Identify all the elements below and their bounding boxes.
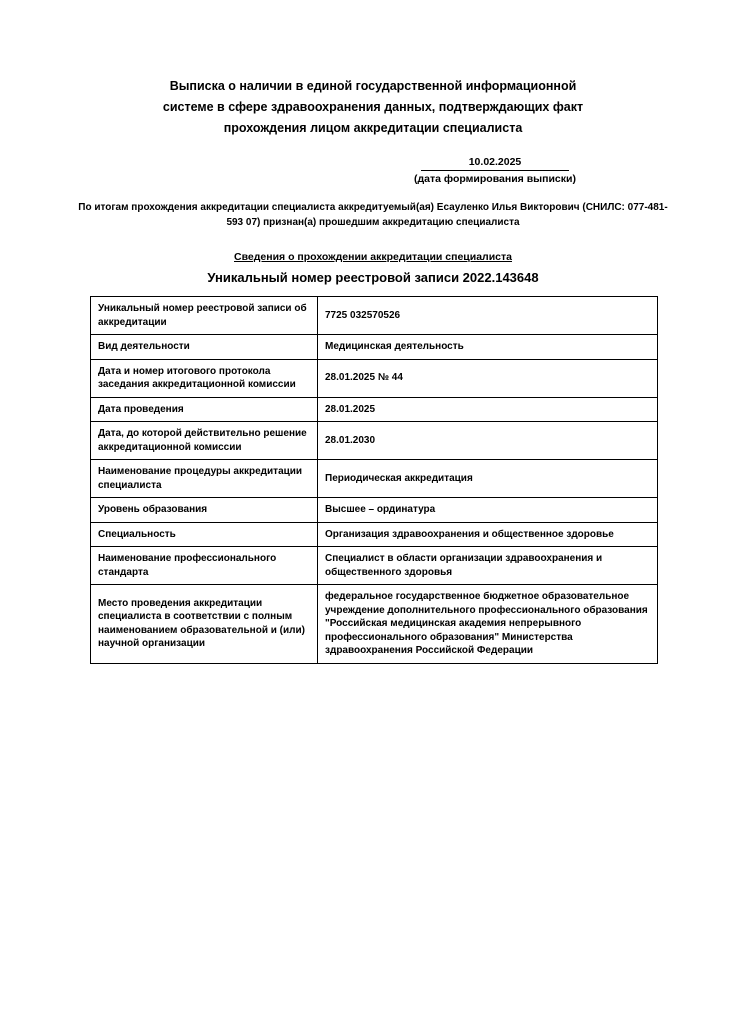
table-row (91, 498, 658, 523)
row-value-cell: 28.01.2025 (318, 397, 658, 422)
row-value-cell: 7725 032570526 (318, 297, 658, 335)
section-heading: Сведения о прохождении аккредитации специалиста (234, 251, 512, 263)
document-title-line: Выписка о наличии в единой государственной информационной (169, 79, 577, 93)
row-value-cell: Периодическая аккредитация (318, 460, 658, 498)
accreditation-table-body (91, 297, 658, 664)
row-value-cell: Специалист в области организации здравоохранения и общественного здоровья (318, 547, 658, 585)
registry-number-heading: Уникальный номер реестровой записи 2022.143648 (207, 270, 539, 285)
table-row (91, 335, 658, 360)
table-row (91, 359, 658, 397)
issue-date-block (395, 156, 595, 185)
row-label-cell: Вид деятельности (91, 335, 318, 360)
row-label-cell: Дата и номер итогового протокола заседания аккредитационной комиссии (91, 359, 318, 397)
row-label-cell: Дата, до которой действительно решение аккредитационной комиссии (91, 422, 318, 460)
row-label-cell: Дата проведения (91, 397, 318, 422)
row-label-cell: Место проведения аккредитации специалиста в соответствии с полным наименованием образовательной и (или) научной организации (91, 585, 318, 664)
table-row (91, 297, 658, 335)
row-value-cell: 28.01.2030 (318, 422, 658, 460)
issue-date-value: 10.02.2025 (421, 156, 569, 171)
document-title-line: прохождения лицом аккредитации специалиста (223, 121, 523, 135)
row-label-cell: Наименование профессионального стандарта (91, 547, 318, 585)
row-value-cell: Медицинская деятельность (318, 335, 658, 360)
row-value-cell: Высшее – ординатура (318, 498, 658, 523)
row-value-cell: 28.01.2025 № 44 (318, 359, 658, 397)
table-row (91, 585, 658, 664)
accreditation-table (90, 296, 658, 664)
intro-paragraph-line: 593 07) признан(а) прошедшим аккредитацию специалиста (226, 217, 520, 228)
row-value-cell: Организация здравоохранения и общественное здоровье (318, 522, 658, 547)
issue-date-caption: (дата формирования выписки) (414, 173, 576, 185)
table-row (91, 422, 658, 460)
intro-paragraph-line: По итогам прохождения аккредитации специалиста аккредитуемый(ая) Есауленко Илья Викторович (СНИЛС: 077-481- (78, 202, 668, 213)
intro-paragraph (0, 200, 746, 230)
table-row (91, 397, 658, 422)
row-label-cell: Наименование процедуры аккредитации специалиста (91, 460, 318, 498)
row-label-cell: Специальность (91, 522, 318, 547)
row-label-cell: Уровень образования (91, 498, 318, 523)
row-value-cell: федеральное государственное бюджетное образовательное учреждение дополнительного профессионального образования "Российская медицинская академия непрерывного профессионального образования" Министерства здравоохранения Российской Федерации (318, 585, 658, 664)
row-label-cell: Уникальный номер реестровой записи об аккредитации (91, 297, 318, 335)
document-title (0, 76, 746, 139)
document-title-line: системе в сфере здравоохранения данных, подтверждающих факт (162, 100, 584, 114)
table-row (91, 547, 658, 585)
table-row (91, 522, 658, 547)
table-row (91, 460, 658, 498)
